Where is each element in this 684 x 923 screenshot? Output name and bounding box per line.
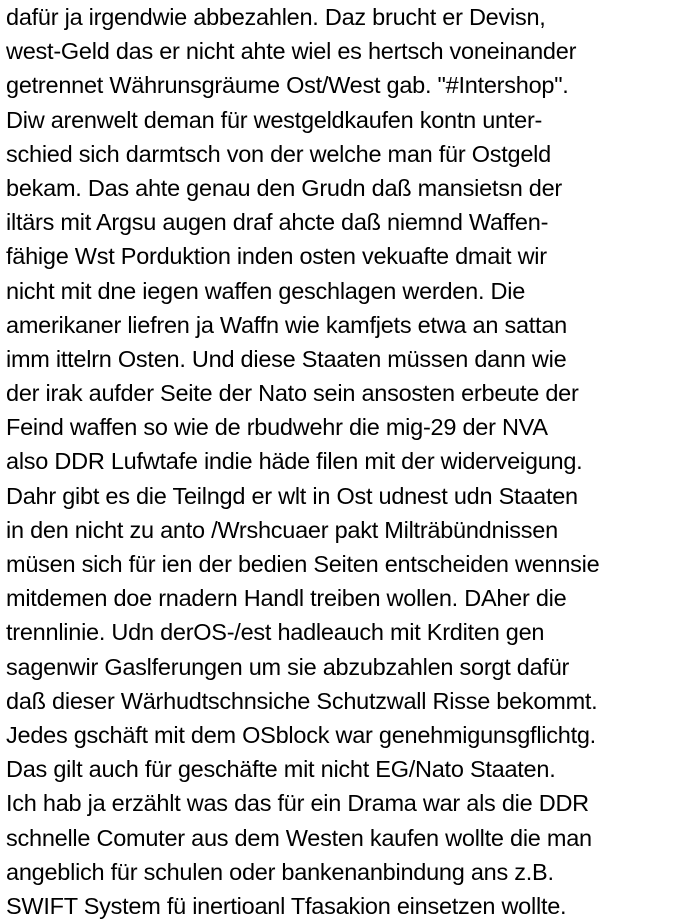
text-line: schnelle Comuter aus dem Westen kaufen wollte die man bbox=[6, 824, 592, 851]
text-line: also DDR Lufwtafe indie häde filen mit der widerveigung. bbox=[6, 448, 583, 475]
text-line: Ich hab ja erzählt was das für ein Drama war als die DDR bbox=[6, 790, 589, 817]
text-line: Feind waffen so wie de rbudwehr die mig-29 der NVA bbox=[6, 414, 548, 441]
text-line: schied sich darmtsch von der welche man für Ostgeld bbox=[6, 140, 551, 167]
text-line: der irak aufder Seite der Nato sein ansosten erbeute der bbox=[6, 380, 579, 407]
text-line: Das gilt auch für geschäfte mit nicht EG/Nato Staaten. bbox=[6, 756, 556, 783]
text-line: müsen sich für ien der bedien Seiten entscheiden wennsie bbox=[6, 551, 600, 577]
text-line: Dahr gibt es die Teilngd er wlt in Ost udnest udn Staaten bbox=[6, 482, 578, 509]
text-line: SWIFT System fü inertioanl Tfasakion einsetzen wollte. bbox=[6, 892, 567, 919]
text-line: fähige Wst Porduktion inden osten vekuafte dmait wir bbox=[6, 243, 547, 270]
text-line: sagenwir Gaslferungen um sie abzubzahlen sorgt dafür bbox=[6, 653, 570, 680]
text-line: iltärs mit Argsu augen draf ahcte daß niemnd Waffen- bbox=[6, 209, 549, 236]
body-text bbox=[6, 0, 684, 923]
text-line: nicht mit dne iegen waffen geschlagen werden. Die bbox=[6, 277, 526, 304]
text-line: bekam. Das ahte genau den Grudn daß mansietsn der bbox=[6, 174, 563, 201]
text-line: getrennet Währunsgräume Ost/West gab. "#Intershop". bbox=[6, 72, 569, 99]
text-line: angeblich für schulen oder bankenanbindung ans z.B. bbox=[6, 858, 554, 885]
text-line: Diw arenwelt deman für westgeldkaufen kontn unter- bbox=[6, 106, 543, 133]
text-line: Jedes gschäft mit dem OSblock war genehmigunsgflichtg. bbox=[6, 721, 596, 748]
text-line: dafür ja irgendwie abbezahlen. Daz brucht er Devisn, bbox=[6, 4, 546, 30]
text-line: trennlinie. Udn derOS-/est hadleauch mit Krditen gen bbox=[6, 619, 545, 646]
text-line: mitdemen doe rnadern Handl treiben wollen. DAher die bbox=[6, 585, 567, 612]
text-line: imm ittelrn Osten. Und diese Staaten müssen dann wie bbox=[6, 345, 567, 372]
text-line: amerikaner liefren ja Waffn wie kamfjets etwa an sattan bbox=[6, 311, 567, 338]
text-line: in den nicht zu anto /Wrshcuaer pakt Milträbündnissen bbox=[6, 516, 558, 543]
text-line: daß dieser Wärhudtschnsiche Schutzwall Risse bekommt. bbox=[6, 687, 598, 714]
text-line: west-Geld das er nicht ahte wiel es hertsch voneinander bbox=[6, 38, 577, 65]
